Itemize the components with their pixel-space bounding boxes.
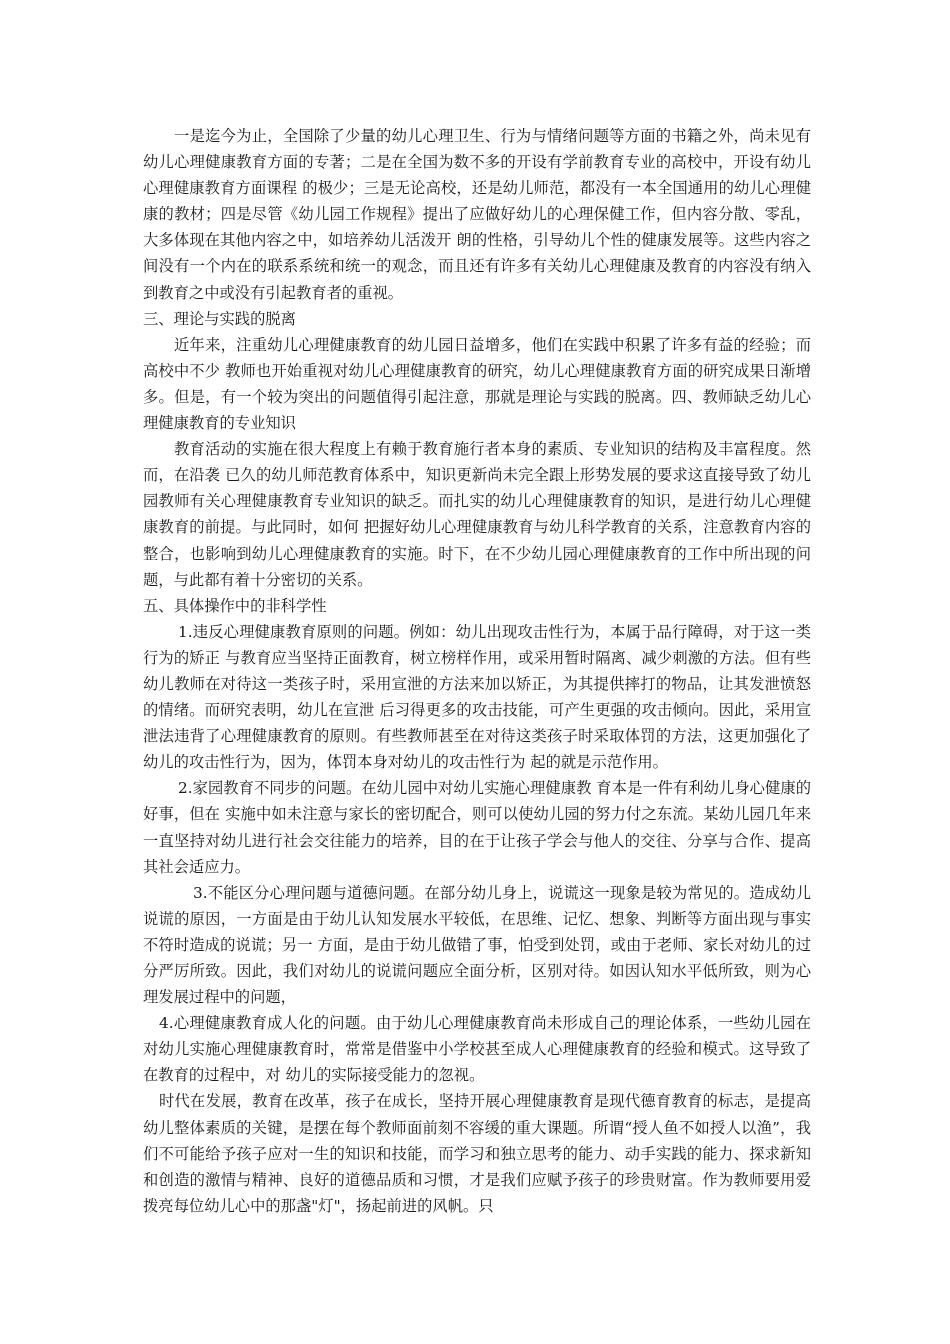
paragraph-item-2: 2.家园教育不同步的问题。在幼儿园中对幼儿实施心理健康教 育本是一件有利幼儿身心健康的好事，但在 实施中如未注意与家长的密切配合，则可以使幼儿园的努力付之东流。某幼儿园几年来一直坚持对幼儿进行社会交往能力的培养，目的在于让孩子学会与他人的交往、分享与合作、提高其社会适应力。 [143, 779, 811, 876]
section-heading-theory-practice: 三、理论与实践的脱离 [143, 309, 296, 328]
document-body [143, 123, 811, 1219]
paragraph-item-4: 4.心理健康教育成人化的问题。由于幼儿心理健康教育尚未形成自己的理论体系，一些幼儿园在对幼儿实施心理健康教育时，常常是借鉴中小学校甚至成人心理健康教育的经验和模式。这导致了在教育的过程中，对 幼儿的实际接受能力的忽视。 [143, 1014, 811, 1085]
paragraph-teacher-knowledge: 教育活动的实施在很大程度上有赖于教育施行者本身的素质、专业知识的结构及丰富程度。然而，在沿袭 已久的幼儿师范教育体系中，知识更新尚未完全跟上形势发展的要求这直接导致了幼儿园教师有关心理健康教育专业知识的缺乏。而扎实的幼儿心理健康教育的知识，是进行幼儿心理健康教育的前提。与此同时，如何 把握好幼儿心理健康教育与幼儿科学教育的关系，注意教育内容的整合，也影响到幼儿心理健康教育的实施。时下，在不少幼儿园心理健康教育的工作中所出现的问题，与此都有着十分密切的关系。 [143, 440, 811, 589]
section-heading-operation: 五、具体操作中的非科学性 [143, 596, 327, 615]
paragraph-theory-practice: 近年来，注重幼儿心理健康教育的幼儿园日益增多，他们在实践中积累了许多有益的经验；而高校中不少 教师也开始重视对幼儿心理健康教育的研究，幼儿心理健康教育方面的研究成果日渐增多。但是，有一个较为突出的问题值得引起注意，那就是理论与实践的脱离。四、教师缺乏幼儿心理健康教育的专业知识 [143, 335, 811, 433]
paragraph-item-3: 3.不能区分心理问题与道德问题。在部分幼儿身上，说谎这一现象是较为常见的。造成幼儿说谎的原因，一方面是由于幼儿认知发展水平较低，在思维、记忆、想象、判断等方面出现与事实不符时造成的说谎；另一 方面，是由于幼儿做错了事，怕受到处罚，或由于老师、家长对幼儿的过分严厉所致。因此，我们对幼儿的说谎问题应全面分析，区别对待。如因认知水平低所致，则为心理发展过程中的问题， [143, 883, 811, 1007]
paragraph-conclusion: 时代在发展，教育在改革，孩子在成长，坚持开展心理健康教育是现代德育教育的标志，是提高幼儿整体素质的关键，是摆在每个教师面前刻不容缓的重大课题。所谓“授人鱼不如授人以渔”，我们不可能给予孩子应对一生的知识和技能，而学习和独立思考的能力、动手实践的能力、探求新知和创造的激情与精神、良好的道德品质和习惯，才是我们应赋予孩子的珍贵财富。作为教师要用爱拨亮每位幼儿心中的那盏"灯"，扬起前进的风帆。只 [143, 1092, 811, 1215]
paragraph-textbooks: 一是迄今为止，全国除了少量的幼儿心理卫生、行为与情绪问题等方面的书籍之外，尚未见有幼儿心理健康教育方面的专著；二是在全国为数不多的开设有学前教育专业的高校中，开设有幼儿心理健康教育方面课程 的极少；三是无论高校，还是幼儿师范，都没有一本全国通用的幼儿心理健康的教材；四是尽管《幼儿园工作规程》提出了应做好幼儿的心理保健工作，但内容分散、零乱，大多体现在其他内容之中，如培养幼儿活泼开 朗的性格，引导幼儿个性的健康发展等。这些内容之间没有一个内在的联系系统和统一的观念，而且还有许多有关幼儿心理健康及教育的内容没有纳入到教育之中或没有引起教育者的重视。 [143, 127, 811, 302]
paragraph-item-1: 1.违反心理健康教育原则的问题。例如：幼儿出现攻击性行为，本属于品行障碍，对于这一类行为的矫正 与教育应当坚持正面教育，树立榜样作用，或采用暂时隔离、减少刺激的方法。但有些幼儿教师在对待这一类孩子时，采用宣泄的方法来加以矫正，为其提供摔打的物品，让其发泄愤怒的情绪。而研究表明，幼儿在宣泄 后习得更多的攻击技能，可产生更强的攻击倾向。因此，采用宣泄法违背了心理健康教育的原则。有些教师甚至在对待这类孩子时采取体罚的方法，这更加强化了幼儿的攻击性行为，因为，体罚本身对幼儿的攻击性行为 起的就是示范作用。 [143, 622, 811, 772]
